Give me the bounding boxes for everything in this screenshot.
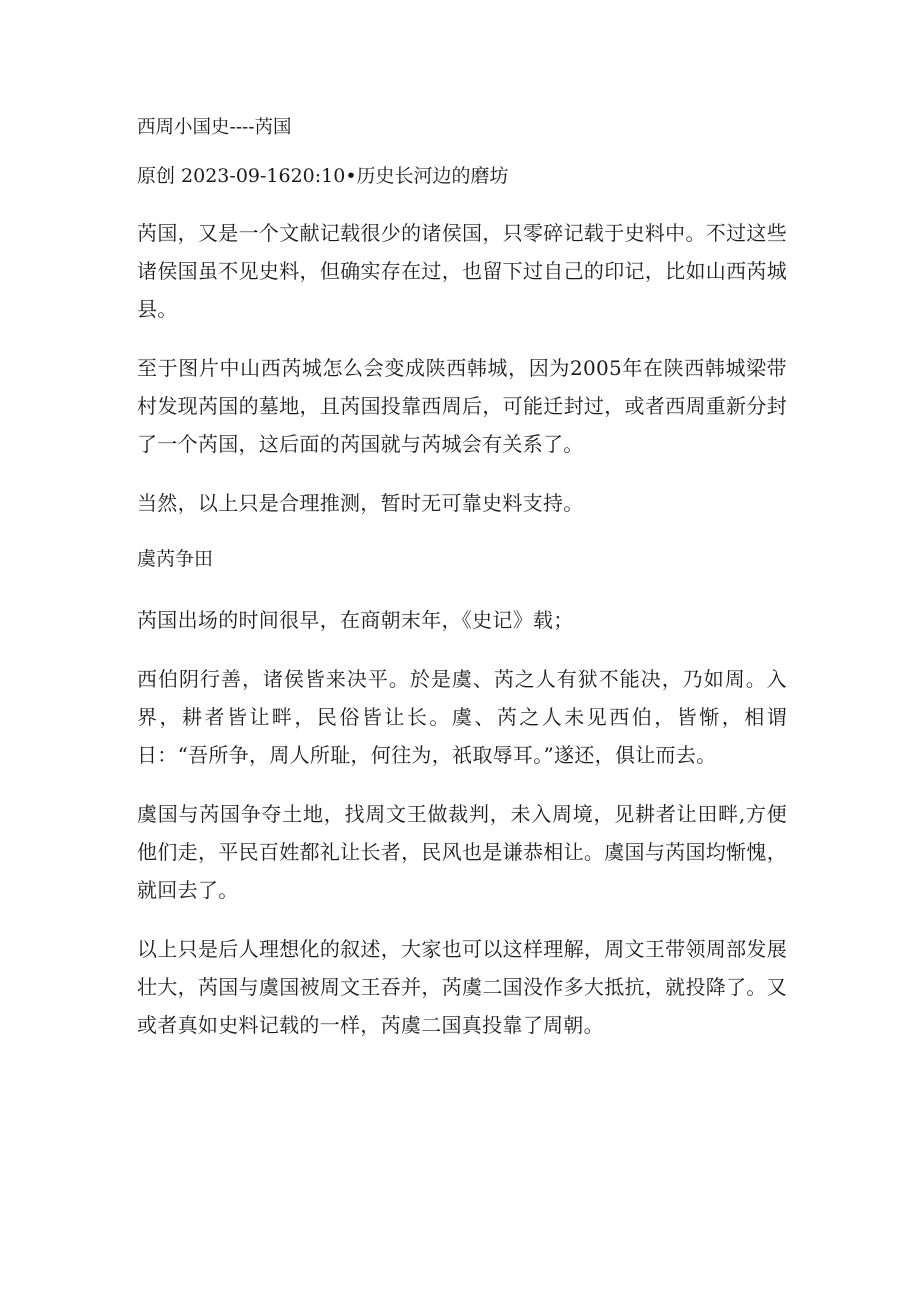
paragraph: 芮国出场的时间很早，在商朝末年，《史记》载； [137, 608, 574, 632]
paragraph: 当然，以上只是合理推测，暂时无可靠史料支持。 [137, 491, 584, 515]
article-body [137, 112, 787, 1065]
quote-paragraph: 西伯阴行善，诸侯皆来决平。於是虞、芮之人有狱不能决，乃如周。入界，耕者皆让畔，民俗皆让长。虞、芮之人未见西伯，皆惭，相谓日：“吾所争，周人所耻，何往为，祇取辱耳。”遂还，俱让而去。 [137, 667, 787, 767]
article-title: 西周小国史----芮国 [137, 117, 292, 138]
paragraph: 虞国与芮国争夺土地，找周文王做裁判，未入周境，见耕者让田畔,方便他们走，平民百姓都礼让长者，民风也是谦恭相让。虞国与芮国均惭愧，就回去了。 [137, 802, 787, 902]
paragraph: 芮国，又是一个文献记载很少的诸侯国，只零碎记载于史料中。不过这些诸侯国虽不见史料，但确实存在过，也留下过自己的印记，比如山西芮城县。 [137, 221, 787, 321]
article-meta: 原创 2023-09-1620:10•历史长河边的磨坊 [137, 165, 509, 187]
section-heading: 虞芮争田 [137, 548, 214, 570]
paragraph: 至于图片中山西芮城怎么会变成陕西韩城，因为2005年在陕西韩城梁带村发现芮国的墓地，且芮国投靠西周后，可能迁封过，或者西周重新分封了一个芮国，这后面的芮国就与芮城会有关系了。 [137, 356, 787, 456]
paragraph: 以上只是后人理想化的叙述，大家也可以这样理解，周文王带领周部发展壮大，芮国与虞国被周文王吞并，芮虞二国没作多大抵抗，就投降了。又或者真如史料记载的一样，芮虞二国真投靠了周朝。 [137, 937, 787, 1037]
